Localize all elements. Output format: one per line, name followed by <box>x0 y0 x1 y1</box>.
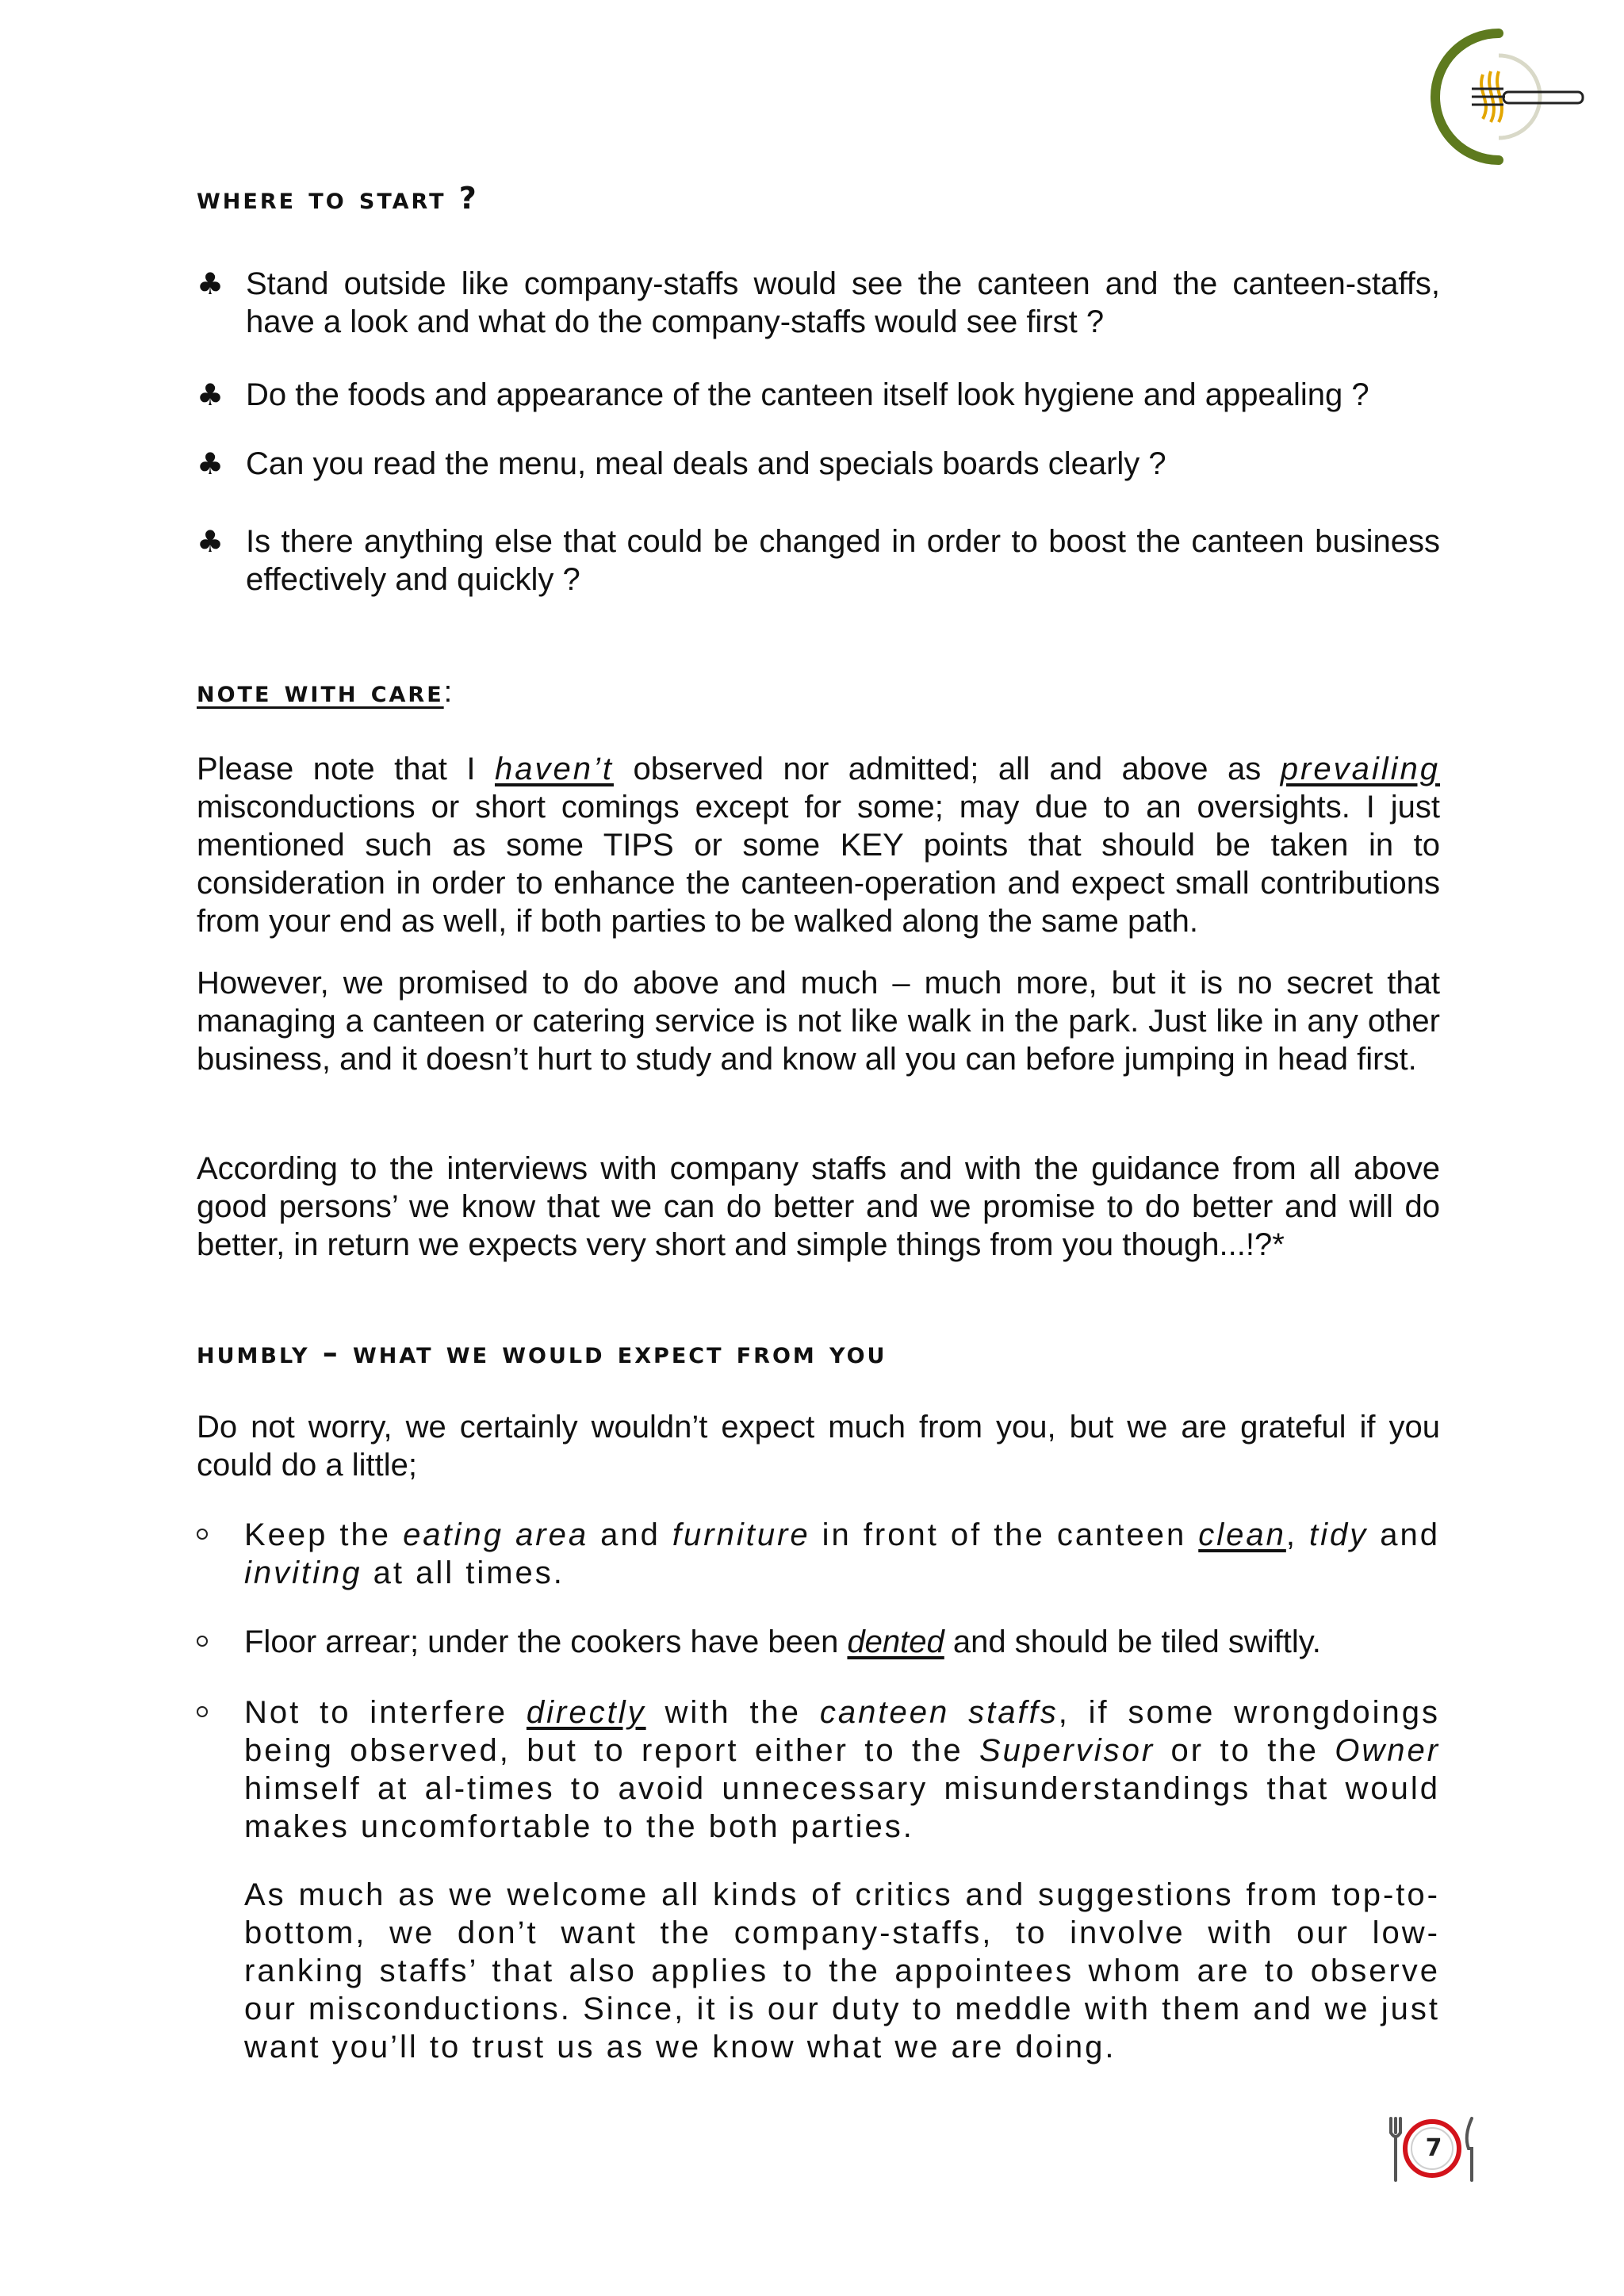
club-bullet-icon: ♣ <box>197 446 224 481</box>
text-run: Not to interfere <box>244 1695 527 1730</box>
section-heading-note-with-care <box>197 674 454 710</box>
list-item-text <box>244 1516 1440 1592</box>
text-run: Floor arrear; under the cookers have been <box>244 1624 848 1659</box>
text-run: observed nor admitted; all and above as <box>613 752 1281 786</box>
list-item-text: Do the foods and appearance of the canteen itself look hygiene and appealing ? <box>246 377 1369 412</box>
page-number: 7 <box>1425 2134 1442 2162</box>
text-run: and <box>588 1517 672 1552</box>
heading-text: note with care <box>197 674 444 709</box>
text-run: in front of the canteen <box>810 1517 1199 1552</box>
paragraph-as-much: As much as we welcome all kinds of critics and suggestions from top-to-bottom, we don’t want the company-staffs, to involve with our low-ranking staffs’ that also applies to the appointees whom are to observe our misconductions. Since, it is our duty to meddle with them and we just want you’ll to trust us as we know what we are doing. <box>244 1877 1440 2064</box>
list-item <box>197 522 1440 602</box>
emphasis-clean: clean <box>1198 1517 1286 1552</box>
list-item-text <box>244 1623 1440 1661</box>
list-item-text: Can you read the menu, meal deals and specials boards clearly ? <box>246 446 1166 481</box>
fork-crescent-logo-icon <box>1404 24 1594 174</box>
emphasis: tidy <box>1309 1517 1369 1552</box>
paragraph-intro: Do not worry, we certainly wouldn’t expect much from you, but we are grateful if you could do a little; <box>197 1410 1440 1483</box>
section-heading-humbly: humbly – what we would expect from you <box>197 1335 887 1370</box>
text-run: , if some wrongdoings being observed, but to report either to the <box>244 1695 1441 1768</box>
text-run: or to the <box>1155 1733 1335 1768</box>
text-run: with the <box>645 1695 820 1730</box>
list-item <box>197 1693 1440 1852</box>
emphasis-directly: directly <box>526 1695 646 1730</box>
text-run: and <box>1368 1517 1441 1552</box>
paragraph-however: However, we promised to do above and much – much more, but it is no secret that managing a canteen or catering service is not like walk in the park. Just like in any other business, and it doesn’t hurt to study and know all you can before jumping in head first. <box>197 966 1440 1077</box>
emphasis-prevailing: prevailing <box>1280 752 1440 786</box>
club-bullet-icon: ♣ <box>197 524 224 559</box>
list-item-text <box>244 1693 1440 1846</box>
text-run: himself at al-times to avoid unnecessary misunderstandings that would makes uncomfortable to the both parties. <box>244 1771 1440 1844</box>
club-bullet-icon: ♣ <box>197 377 224 412</box>
paragraph-according: According to the interviews with company staffs and with the guidance from all above good persons’ we know that we can do better and we promise to do better and will do better, in return we expects very short and simple things from you though...!?* <box>197 1151 1440 1262</box>
emphasis: eating area <box>403 1517 589 1552</box>
text-run: and should be tiled swiftly. <box>944 1624 1321 1659</box>
text-run: at all times. <box>362 1556 565 1590</box>
emphasis: inviting <box>244 1556 362 1590</box>
emphasis: Supervisor <box>979 1733 1155 1768</box>
list-item-text: Stand outside like company-staffs would see the canteen and the canteen-staffs, have a look and what do the company-staffs would see first ? <box>246 266 1440 339</box>
emphasis: furniture <box>672 1517 810 1552</box>
emphasis-havent: haven’t <box>494 752 614 786</box>
list-item <box>197 376 1440 415</box>
text-run: Please note that I <box>197 752 495 786</box>
club-bullet-icon: ♣ <box>197 266 224 301</box>
text-run: Keep the <box>244 1517 404 1552</box>
list-item <box>197 265 1440 344</box>
emphasis-dented: dented <box>847 1624 944 1659</box>
text-run: misconductions or short comings except for some; may due to an oversights. I just mentioned such as some TIPS or some KEY points that should be taken in to consideration in order to enhance the canteen-operation and expect small contributions from your end as well, if both parties to be walked along the same path. <box>197 790 1440 939</box>
section-heading-where-to-start: where to start ? <box>197 181 479 216</box>
list-item <box>197 1623 1440 1663</box>
list-item <box>197 1516 1440 1595</box>
circle-bullet-icon <box>197 1636 208 1647</box>
text-run: , <box>1285 1517 1309 1552</box>
emphasis: Owner <box>1335 1733 1441 1768</box>
heading-suffix: : <box>443 675 455 709</box>
circle-bullet-icon <box>197 1706 208 1717</box>
paragraph-note <box>197 750 1440 940</box>
list-item <box>197 445 1440 484</box>
emphasis: canteen staffs <box>819 1695 1059 1730</box>
circle-bullet-icon <box>197 1529 208 1540</box>
list-item-text: Is there anything else that could be changed in order to boost the canteen business effectively and quickly ? <box>246 524 1440 597</box>
